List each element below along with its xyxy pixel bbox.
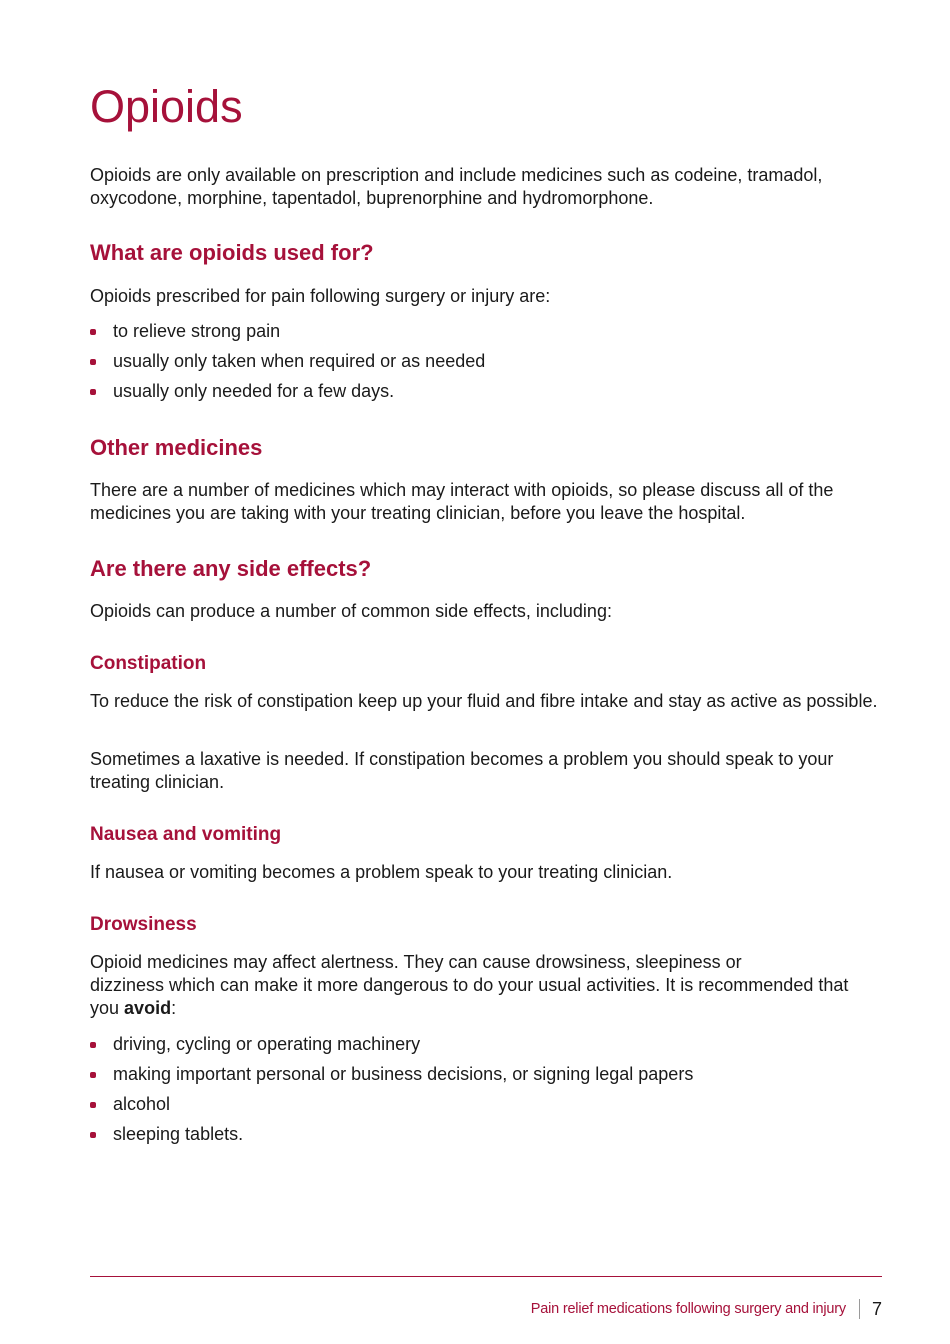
list-item: alcohol <box>90 1089 882 1119</box>
list-item: sleeping tablets. <box>90 1119 882 1149</box>
footer-separator <box>859 1299 860 1319</box>
bullet-icon <box>90 1102 96 1108</box>
list-item: driving, cycling or operating machinery <box>90 1029 882 1059</box>
page-footer <box>531 1297 882 1321</box>
list-item: usually only needed for a few days. <box>90 376 882 406</box>
intro-paragraph: Opioids are only available on prescription and include medicines such as codeine, tramadol, oxycodone, morphine, tapentadol, buprenorphine and hydromorphone. <box>90 165 823 208</box>
used-for-list <box>90 316 882 406</box>
page-title: Opioids <box>90 81 243 132</box>
used-for-lead: Opioids prescribed for pain following surgery or injury are: <box>90 286 551 306</box>
bullet-icon <box>90 1132 96 1138</box>
list-item: to relieve strong pain <box>90 316 882 346</box>
footer-divider <box>90 1276 882 1277</box>
heading-drowsiness: Drowsiness <box>90 914 197 935</box>
heading-constipation: Constipation <box>90 653 207 674</box>
heading-side-effects: Are there any side effects? <box>90 556 372 581</box>
side-effects-lead: Opioids can produce a number of common side effects, including: <box>90 601 612 621</box>
heading-nausea: Nausea and vomiting <box>90 824 282 845</box>
heading-used-for: What are opioids used for? <box>90 240 374 265</box>
other-medicines-paragraph: There are a number of medicines which may interact with opioids, so please discuss all of the medicines you are taking with your treating clinician, before you leave the hospital. <box>90 480 834 523</box>
bullet-icon <box>90 1072 96 1078</box>
heading-other-medicines: Other medicines <box>90 435 263 460</box>
bullet-icon <box>90 359 96 365</box>
constipation-paragraph-2: Sometimes a laxative is needed. If constipation becomes a problem you should speak to your treating clinician. <box>90 749 834 792</box>
bullet-icon <box>90 1042 96 1048</box>
avoid-emphasis: avoid <box>124 998 172 1018</box>
page-number: 7 <box>871 1298 882 1319</box>
drowsiness-avoid-list <box>90 1029 882 1149</box>
footer-document-title: Pain relief medications following surgery and injury <box>530 1301 846 1317</box>
list-item: making important personal or business decisions, or signing legal papers <box>90 1059 882 1089</box>
list-item: usually only taken when required or as needed <box>90 346 882 376</box>
nausea-paragraph: If nausea or vomiting becomes a problem speak to your treating clinician. <box>90 862 673 882</box>
drowsiness-paragraph: Opioid medicines may affect alertness. They can cause drowsiness, sleepiness or dizziness which can make it more dangerous to do your usual activities. It is recommended that you avoid: <box>90 952 849 1018</box>
bullet-icon <box>90 389 96 395</box>
bullet-icon <box>90 329 96 335</box>
constipation-paragraph-1: To reduce the risk of constipation keep up your fluid and fibre intake and stay as active as possible. <box>90 691 878 711</box>
